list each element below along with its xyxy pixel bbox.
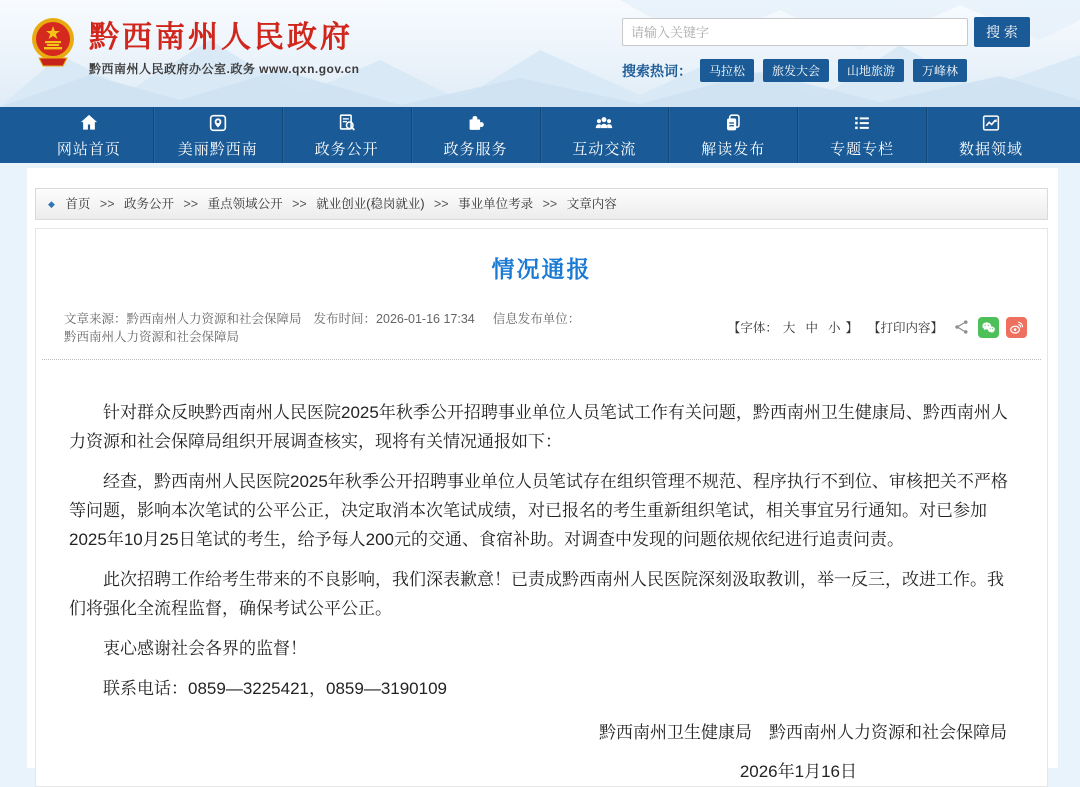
search-area [622,17,1030,82]
paragraph-thanks: 衷心感谢社会各界的监督！ [103,639,307,658]
meta-time-value: 2026-01-16 17:34 [376,312,475,326]
site-brand [30,15,360,77]
nav-item-data-domain[interactable] [926,107,1055,163]
hot-word-tourism-conference[interactable]: 旅发大会 [763,59,829,82]
breadcrumb-marker-icon: ◆ [48,199,55,209]
meta-source-value: 黔西南州人力资源和社会保障局 [126,312,302,326]
nav-item-interaction[interactable] [540,107,669,163]
nav-item-label: 政务公开 [314,140,379,158]
content-container [27,168,1058,781]
search-input[interactable] [622,18,968,46]
hot-word-marathon[interactable]: 马拉松 [700,59,754,82]
signature-agencies: 黔西南州卫生健康局 黔西南州人力资源和社会保障局 [599,723,1007,742]
hot-word-mountain-tourism[interactable]: 山地旅游 [838,59,904,82]
article-meta-left [64,309,728,345]
nav-item-label: 数据领域 [959,140,1024,158]
documents-copy-icon [722,112,744,134]
nav-item-label: 政务服务 [443,140,508,158]
weibo-share-icon[interactable] [1006,317,1027,338]
search-row [622,17,1030,47]
site-header [0,0,1080,107]
nav-item-special-columns[interactable] [797,107,926,163]
hot-word-wanfenglin[interactable]: 万峰林 [913,59,967,82]
nav-item-beautiful-qianxinan[interactable] [153,107,282,163]
breadcrumb-item-employment[interactable]: 就业创业(稳岗就业) [316,197,425,211]
hot-words-label: 搜索热词： [622,62,692,79]
list-icon [851,112,873,134]
paragraph-apology: 此次招聘工作给考生带来的不良影响，我们深表歉意！已责成黔西南州人民医院深刻汲取教训，举一反三，改进工作。我们将强化全流程监督，确保考试公平公正。 [69,570,1004,618]
article-tools [728,317,1027,338]
hot-words-row [622,59,1030,82]
breadcrumb-item-institution-exam[interactable]: 事业单位考录 [458,197,534,211]
site-subtitle: 黔西南州人民政府办公室.政务 www.qxn.gov.cn [89,62,360,76]
breadcrumb-item-article-content[interactable]: 文章内容 [566,197,617,211]
brand-text [89,15,360,77]
article-meta-row [42,309,1041,360]
signature-date: 2026年1月16日 [739,762,857,781]
nav-item-label: 解读发布 [701,140,766,158]
share-icon[interactable] [953,318,971,336]
breadcrumb-item-key-areas[interactable]: 重点领域公开 [207,197,283,211]
article-body [36,360,1047,786]
nav-item-label: 互动交流 [572,140,637,158]
people-group-icon [593,112,615,134]
font-size-large-button[interactable]: 大 [782,321,796,335]
paragraph-intro: 针对群众反映黔西南州人民医院2025年秋季公开招聘事业单位人员笔试工作有关问题，黔西南州卫生健康局、黔西南州人力资源和社会保障局组织开展调查核实，现将有关情况通报如下： [69,403,1008,451]
breadcrumb-separator: >> [183,197,199,211]
nav-item-label: 网站首页 [56,140,121,158]
line-chart-icon [980,112,1002,134]
paragraph-contact: 联系电话：0859—3225421，0859—3190109 [103,679,448,698]
breadcrumb-separator: >> [434,197,449,211]
breadcrumb [35,188,1048,220]
paragraph-findings: 经查，黔西南州人民医院2025年秋季公开招聘事业单位人员笔试存在组织管理不规范、程序执行不到位、审核把关不严格等问题，影响本次笔试的公平公正，决定取消本次笔试成绩，对已报名的考生重新组织笔试，相关事宜另行通知。对已参加2025年10月25日笔试的考生，给予每人200元的交通、食宿补助。对调查中发现的问题依规依纪进行追责问责。 [69,472,1008,549]
font-size-medium-button[interactable]: 中 [805,321,818,335]
nav-item-label: 专题专栏 [830,140,895,158]
font-size-small-button[interactable]: 小 [827,321,841,335]
article-title: 情况通报 [491,256,592,282]
main-nav [0,107,1080,163]
puzzle-icon [465,112,487,134]
wechat-share-icon[interactable] [978,317,999,338]
meta-publisher-value: 黔西南州人力资源和社会保障局 [64,330,240,344]
meta-source-label: 文章来源： [64,312,127,326]
map-pin-badge-icon [207,112,229,134]
meta-time-label: 发布时间： [313,312,377,326]
meta-publisher-label: 信息发布单位： [492,312,581,326]
nav-item-gov-services[interactable] [411,107,540,163]
breadcrumb-item-home[interactable]: 首页 [65,197,91,211]
print-button[interactable]: 【打印内容】 [867,321,943,335]
content-area [0,163,1080,781]
site-title: 黔西南州人民政府 [89,21,353,54]
breadcrumb-item-gov-disclosure[interactable]: 政务公开 [124,197,175,211]
nav-item-interpretation-release[interactable] [668,107,797,163]
breadcrumb-separator: >> [542,197,558,211]
nav-item-label: 美丽黔西南 [177,140,258,158]
breadcrumb-separator: >> [292,197,307,211]
article [35,228,1048,787]
home-icon [78,112,100,134]
nav-item-gov-affairs-disclosure[interactable] [282,107,411,163]
nav-item-home[interactable] [25,107,153,163]
breadcrumb-separator: >> [99,197,115,211]
document-search-icon [336,112,358,134]
national-emblem-logo [30,15,76,71]
search-button[interactable]: 搜 索 [974,17,1030,47]
font-size-prefix: 【字体： [727,321,778,335]
font-size-suffix: 】 [845,321,858,335]
